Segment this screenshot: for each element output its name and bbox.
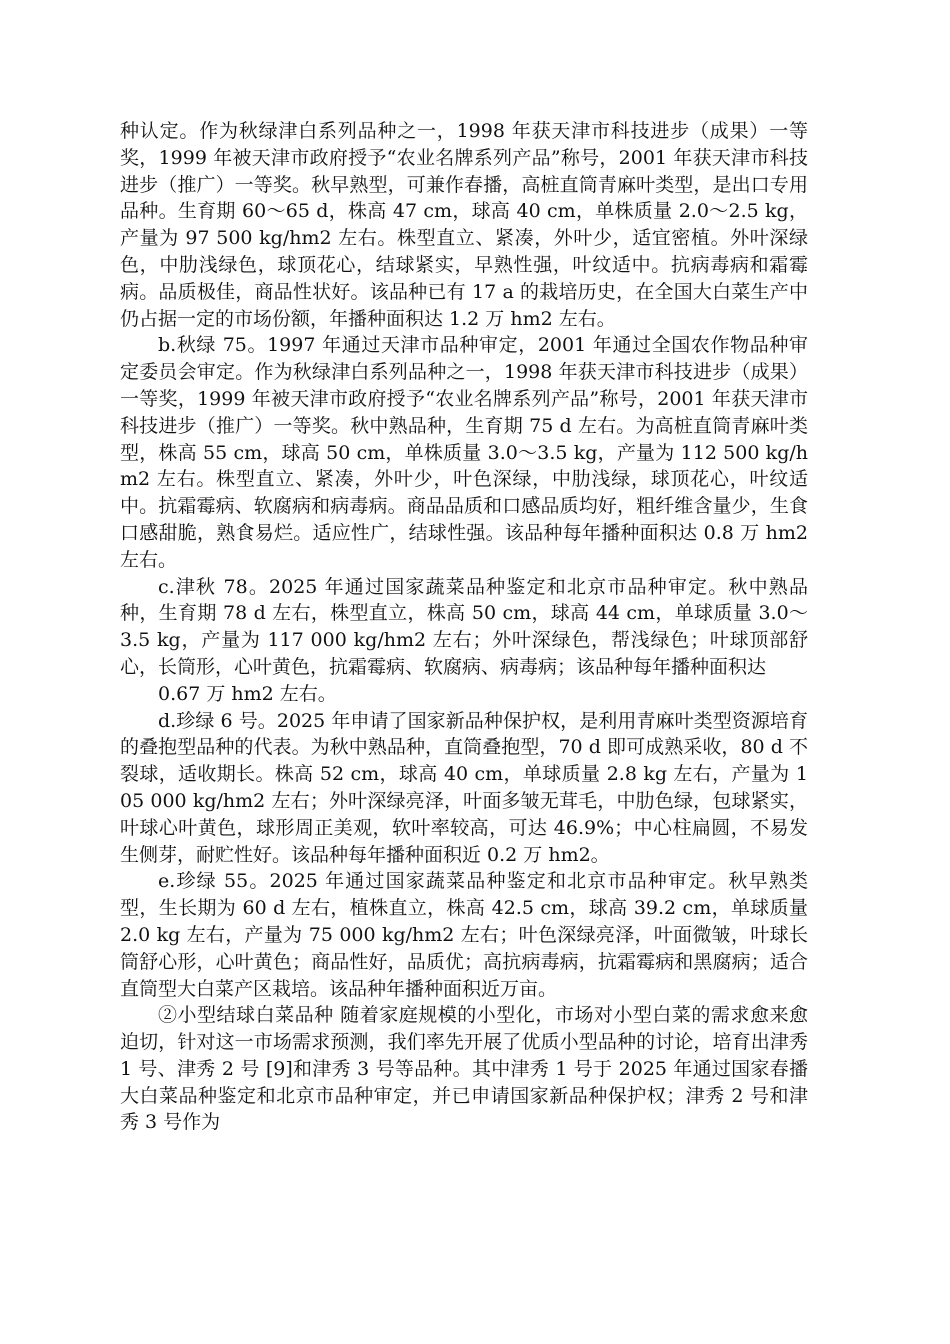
paragraph-small-varieties: ②小型结球白菜品种 随着家庭规模的小型化，市场对小型白菜的需求愈来愈迫切，针对这一市场需求预测，我们率先开展了优质小型品种的讨论，培育出津秀 1 号、津秀 2 号 [9]和津秀 3 号等品种。其中津秀 1 号于 2025 年通过国家春播大白菜品种鉴定和北京市品种审定，并已申请国家新品种保护权；津秀 2 号和津秀 3 号作为 [120, 1004, 808, 1134]
paragraph-variety-d: d.珍绿 6 号。2025 年申请了国家新品种保护权，是利用青麻叶类型资源培育的叠抱型品种的代表。为秋中熟品种，直筒叠抱型，70 d 即可成熟采收，80 d 不裂球，适收期长。株高 52 cm，球高 40 cm，单球质量 2.8 kg 左右，产量为 105 000 kg/hm2 左右；外叶深绿亮泽，叶面多皱无茸毛，中肋色绿，包球紧实，叶球心叶黄色，球形周正美观，软叶率较高，可达 46.9%；中心柱扁圆，不易发生侧芽，耐贮性好。该品种每年播种面积近 0.2 万 hm2。 [120, 709, 808, 866]
paragraph-variety-c-area: 0.67 万 hm2 左右。 [158, 682, 337, 705]
paragraph-variety-c: c.津秋 78。2025 年通过国家蔬菜品种鉴定和北京市品种审定。秋中熟品种，生育期 78 d 左右，株型直立，株高 50 cm，球高 44 cm，单球质量 3.0～3.5 kg，产量为 117 000 kg/hm2 左右；外叶深绿色，帮浅绿色；叶球顶部舒心，长筒形，心叶黄色，抗霜霉病、软腐病、病毒病；该品种每年播种面积达 [120, 575, 808, 678]
paragraph-variety-e: e.珍绿 55。2025 年通过国家蔬菜品种鉴定和北京市品种审定。秋早熟类型，生长期为 60 d 左右，植株直立，株高 42.5 cm，球高 39.2 cm，单球质量 2.0 kg 左右，产量为 75 000 kg/hm2 左右；叶色深绿亮泽，叶面微皱，叶球长筒舒心形，心叶黄色；商品性好，品质优；高抗病毒病，抗霜霉病和黑腐病；适合直筒型大白菜产区栽培。该品种年播种面积近万亩。 [120, 870, 808, 1000]
document-page [120, 118, 808, 1136]
paragraph-continuation: 种认定。作为秋绿津白系列品种之一，1998 年获天津市科技进步（成果）一等奖，1999 年被天津市政府授予“农业名牌系列产品”称号，2001 年获天津市科技进步（推广）一等奖。秋早熟型，可兼作春播，高桩直筒青麻叶类型，是出口专用品种。生育期 60～65 d，株高 47 cm，球高 40 cm，单株质量 2.0～2.5 kg，产量为 97 500 kg/hm2 左右。株型直立、紧凑，外叶少，适宜密植。外叶深绿色，中肋浅绿色，球顶花心，结球紧实，早熟性强，叶纹适中。抗病毒病和霜霉病。品质极佳，商品性状好。该品种已有 17 a 的栽培历史，在全国大白菜生产中仍占据一定的市场份额，年播种面积达 1.2 万 hm2 左右。 [120, 120, 808, 330]
paragraph-variety-b: b.秋绿 75。1997 年通过天津市品种审定，2001 年通过全国农作物品种审定委员会审定。作为秋绿津白系列品种之一，1998 年获天津市科技进步（成果）一等奖，1999 年被天津市政府授予“农业名牌系列产品”称号，2001 年获天津市科技进步（推广）一等奖。秋中熟品种，生育期 75 d 左右。为高桩直筒青麻叶类型，株高 55 cm，球高 50 cm，单株质量 3.0～3.5 kg，产量为 112 500 kg/hm2 左右。株型直立、紧凑，外叶少，叶色深绿，中肋浅绿，球顶花心，叶纹适中。抗霜霉病、软腐病和病毒病。商品品质和口感品质均好，粗纤维含量少，生食口感甜脆，熟食易烂。适应性广，结球性强。该品种每年播种面积达 0.8 万 hm2 左右。 [120, 334, 808, 571]
